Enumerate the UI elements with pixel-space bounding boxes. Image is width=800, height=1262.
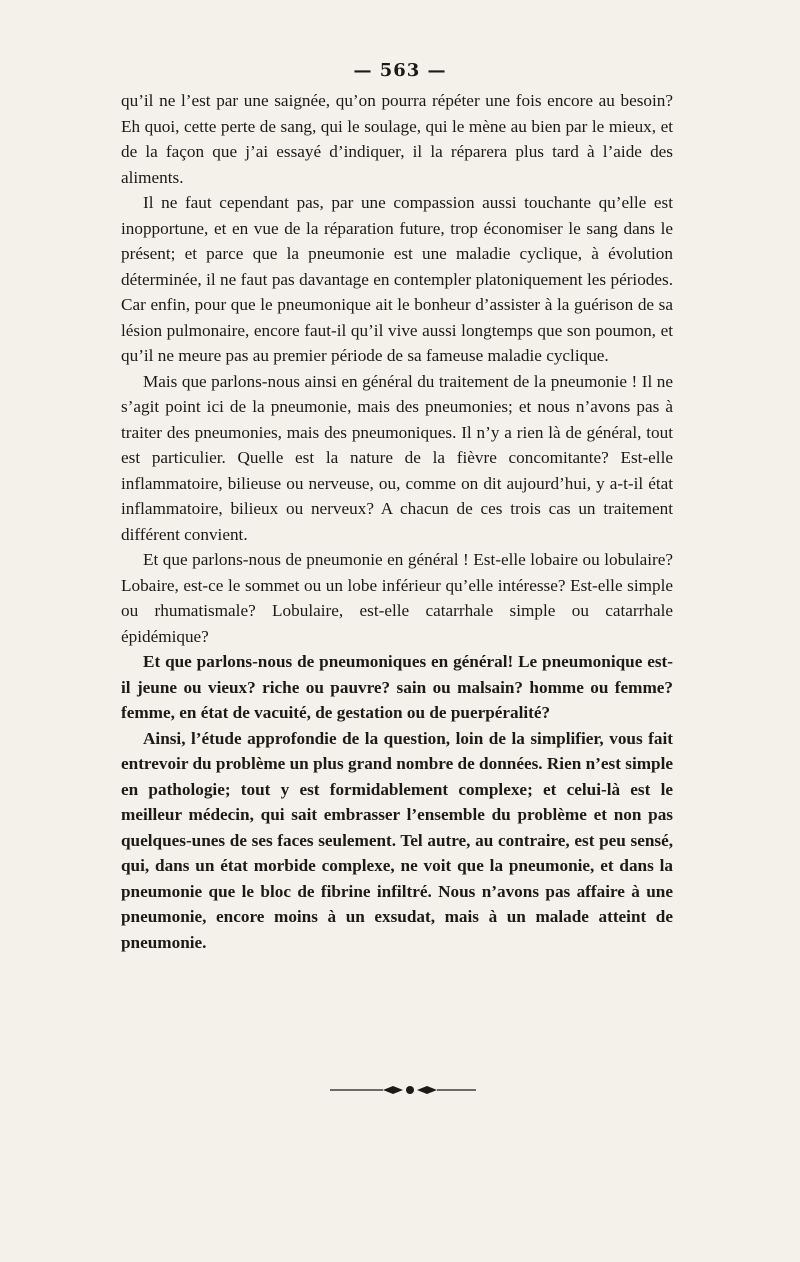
paragraph-3: Mais que parlons-nous ainsi en général du traitement de la pneumonie ! Il ne s’agit point ici de la pneumonie, mais des pneumonies; et nous n’avons pas à traiter des pneumonies, mais des pneumoniques. Il n’y a rien là de général, tout est particulier. Quelle est la nature de la fièvre concomitante? Est-elle inflammatoire, bilieuse ou nerveuse, ou, comme on dit aujourd’hui, y a-t-il état inflammatoire, bilieux ou nerveux? A chacun de ces trois cas un traitement différent convient. [121,371,673,544]
body-text [121,88,673,955]
paragraph-6: Ainsi, l’étude approfondie de la question, loin de la simplifier, vous fait entrevoir du problème un plus grand nombre de données. Rien n’est simple en pathologie; tout y est formidablement complexe; et celui-là est le meilleur médecin, qui sait embrasser l’ensemble du problème et non pas quelques-unes de ses faces seulement. Tel autre, au contraire, est peu sensé, qui, dans un état morbide complexe, ne voit que la pneumonie, et dans la pneumonie que le bloc de fibrine infiltré. Nous n’avons pas affaire à une pneumonie, encore moins à un exsudat, mais à un malade atteint de pneumonie. [121,728,673,952]
page-number: — 563 — [353,60,447,81]
paragraph-5: Et que parlons-nous de pneumoniques en général! Le pneumonique est-il jeune ou vieux? riche ou pauvre? sain ou malsain? homme ou femme? femme, en état de vacuité, de gestation ou de puerpéralité? [121,652,673,722]
paragraph-2: Il ne faut cependant pas, par une compassion aussi touchante qu’elle est inopportune, et en vue de la réparation future, trop économiser le sang dans le présent; et parce que la pneumonie est une maladie cyclique, à évolution déterminée, il ne faut pas davantage en contempler platoniquement les périodes. Car enfin, pour que le pneumonique ait le bonheur d’assister à la guérison de sa lésion pulmonaire, encore faut-il qu’il vive aussi longtemps que son poumon, et qu’il ne meure pas au premier période de sa fameuse maladie cyclique. [121,193,673,365]
paragraph-1: qu’il ne l’est par une saignée, qu’on pourra répéter une fois encore au besoin? Eh quoi, cette perte de sang, qui le soulage, qui le mène au bien par le mieux, et de la façon que j’ai essayé d’indiquer, il la réparera plus tard à l’aide des aliments. [121,91,673,187]
paragraph-4: Et que parlons-nous de pneumonie en général ! Est-elle lobaire ou lobulaire? Lobaire, est-ce le sommet ou un lobe inférieur qu’elle intéresse? Est-elle simple ou rhumatismale? Lobulaire, est-elle catarrhale simple ou catarrhale épidémique? [121,550,673,646]
end-ornament-icon [328,1080,478,1100]
